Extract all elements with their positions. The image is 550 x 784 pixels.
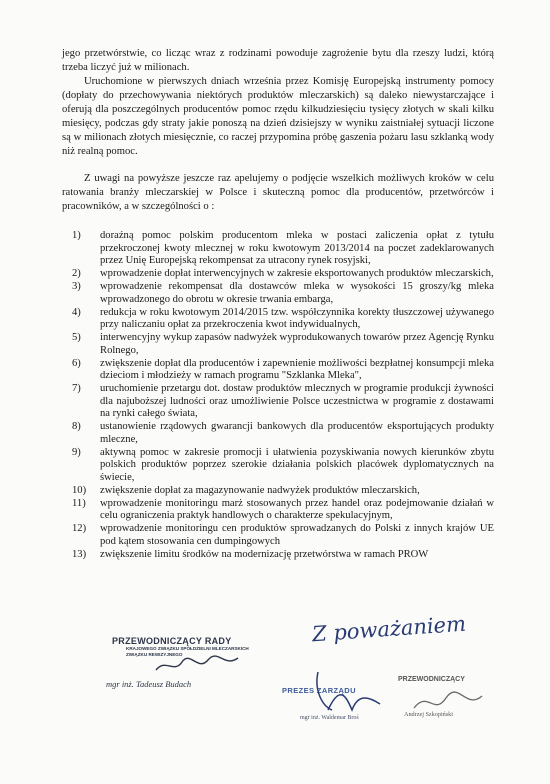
list-item <box>62 498 494 523</box>
list-item-number: 13) <box>72 548 87 560</box>
list-item <box>62 307 494 332</box>
list-item-text: interwencyjny wykup zapasów nadwyżek wyprodukowanych towarów przez Agencję Rynku Rolnego, <box>100 332 494 356</box>
list-item-number: 7) <box>72 383 81 394</box>
list-item-text: wprowadzenie monitoringu cen produktów sprowadzanych do Polski z innych krajów UE pod kątem stosowania cen dumpingowych <box>100 523 494 547</box>
list-item <box>62 358 494 383</box>
list-item-text: wprowadzenie rekompensat dla dostawców mleka w wysokości 15 groszy/kg mleka wprowadzonego do obrotu w okresie trwania embarga, <box>100 281 494 305</box>
council-chairman-stamp <box>106 636 262 689</box>
list-item <box>62 383 494 421</box>
signatory-name: Andrzej Szkopiński <box>404 711 453 718</box>
list-item-number: 3) <box>72 281 81 292</box>
handwritten-signature-icon <box>408 688 488 718</box>
list-item <box>62 523 494 548</box>
list-item-number: 12) <box>72 523 87 534</box>
list-item-text: zwiększenie limitu środków na modernizację przetwórstwa w ramach PROW <box>100 548 429 560</box>
list-item-text: wprowadzenie dopłat interwencyjnych w zakresie eksportowanych produktów mleczarskich, <box>100 268 494 279</box>
list-item <box>62 549 494 562</box>
list-item-text: zwiększenie dopłat dla producentów i zapewnienie możliwości bezpłatnej konsumpcji mleka dzieciom i młodzieży w ramach programu "Szklanka Mleka", <box>100 357 494 381</box>
handwritten-signature-icon <box>288 666 408 716</box>
list-item-number: 2) <box>72 268 81 279</box>
list-item <box>62 268 494 281</box>
stamp-line: ZWIĄZKU REWIZYJNEGO <box>126 652 183 657</box>
list-item-number: 4) <box>72 306 81 318</box>
list-item-text: doraźną pomoc polskim producentom mleka w postaci zaliczenia opłat z tytułu przekroczonej kwoty mlecznej w roku kwotowym 2013/2014 na poczet zadeklarowanych przez Unię Europejską rekompensat za utracony rynek rosyjski, <box>100 230 494 266</box>
list-item-text: redukcja w roku kwotowym 2014/2015 tzw. współczynnika korekty tłuszczowej używanego przy naliczaniu opłat za przekroczenia kwot indywidualnych, <box>100 306 494 330</box>
list-item-number: 5) <box>72 332 81 343</box>
list-item-number: 8) <box>72 421 81 432</box>
list-item-number: 6) <box>72 357 81 369</box>
list-item <box>62 421 494 446</box>
salutation-handwritten: Z poważaniem <box>311 611 467 647</box>
list-item-text: wprowadzenie monitoringu marż stosowanych przez handel oraz podejmowanie działań w celu ograniczenia praktyk handlowych o charakterze spekulacyjnym, <box>100 497 494 521</box>
demands-list <box>62 230 494 562</box>
paragraph-appeal: Z uwagi na powyższe jeszcze raz apelujemy o podjęcie wszelkich możliwych kroków w celu ratowania branży mleczarskiej w Polsce i skuteczną pomoc dla producentów, przetwórców i pracowników, a w szczególności o : <box>62 173 494 213</box>
list-item-number: 10) <box>72 484 87 496</box>
stamp-line: KRAJOWEGO ZWIĄZKU SPÓŁDZIELNI MLECZARSKICH <box>126 646 249 651</box>
list-item-number: 11) <box>72 497 86 509</box>
paragraph-continuation: jego przetwórstwie, co licząc wraz z rodzinami powoduje zagrożenie bytu dla rzeszy ludzi, którą trzeba liczyć już w milionach. <box>62 48 494 74</box>
stamp-title: PRZEWODNICZĄCY RADY <box>112 636 232 646</box>
stamp-title: PRZEWODNICZĄCY <box>398 676 465 683</box>
list-item-number: 1) <box>72 230 81 241</box>
list-item-number: 9) <box>72 446 81 458</box>
list-item-text: uruchomienie przetargu dot. dostaw produktów mlecznych w programie produkcji żywności dla najuboższej ludności oraz umożliwienie Polsce uczestnictwa w programie z dostawami na rynki całego świata, <box>100 383 494 419</box>
chairman-stamp <box>398 676 508 718</box>
signatory-name: mgr inż. Tadeusz Budach <box>106 679 192 689</box>
list-item <box>62 230 494 268</box>
stamp-title: PREZES ZARZĄDU <box>282 686 356 695</box>
list-item-text: ustanowienie rządowych gwarancji bankowych dla producentów eksportujących produkty mleczne, <box>100 421 494 445</box>
list-item <box>62 485 494 498</box>
handwritten-signature-icon <box>152 654 242 676</box>
signatory-name: mgr inż. Waldemar Broś <box>300 715 359 721</box>
list-item-text: zwiększenie dopłat za magazynowanie nadwyżek produktów mleczarskich, <box>100 484 420 496</box>
list-item <box>62 332 494 357</box>
list-item <box>62 281 494 306</box>
paragraph-commission-instruments: Uruchomione w pierwszych dniach września przez Komisję Europejską instrumenty pomocy (dopłaty do przechowywania niektórych produktów mleczarskich) są daleko niewystarczające i oferują dla poszczególnych producentów pomoc rzędu kilkudziesięciu tysięcy złotych w skali kilku miesięcy, podczas gdy straty jakie ponoszą na dzień dzisiejszy w wyniku zaistniałej sytuacji liczone są w milionach złotych miesięcznie, co raczej przypomina próbę gaszenia pożaru lasu szklanką wody niż realną pomoc. <box>62 76 494 158</box>
list-item-text: aktywną pomoc w zakresie promocji i ułatwienia pozyskiwania nowych kierunków zbytu polskich produktów poprzez szerokie działania polskich placówek dyplomatycznych na świecie, <box>100 446 494 483</box>
list-item <box>62 447 494 485</box>
board-president-stamp <box>282 686 402 721</box>
